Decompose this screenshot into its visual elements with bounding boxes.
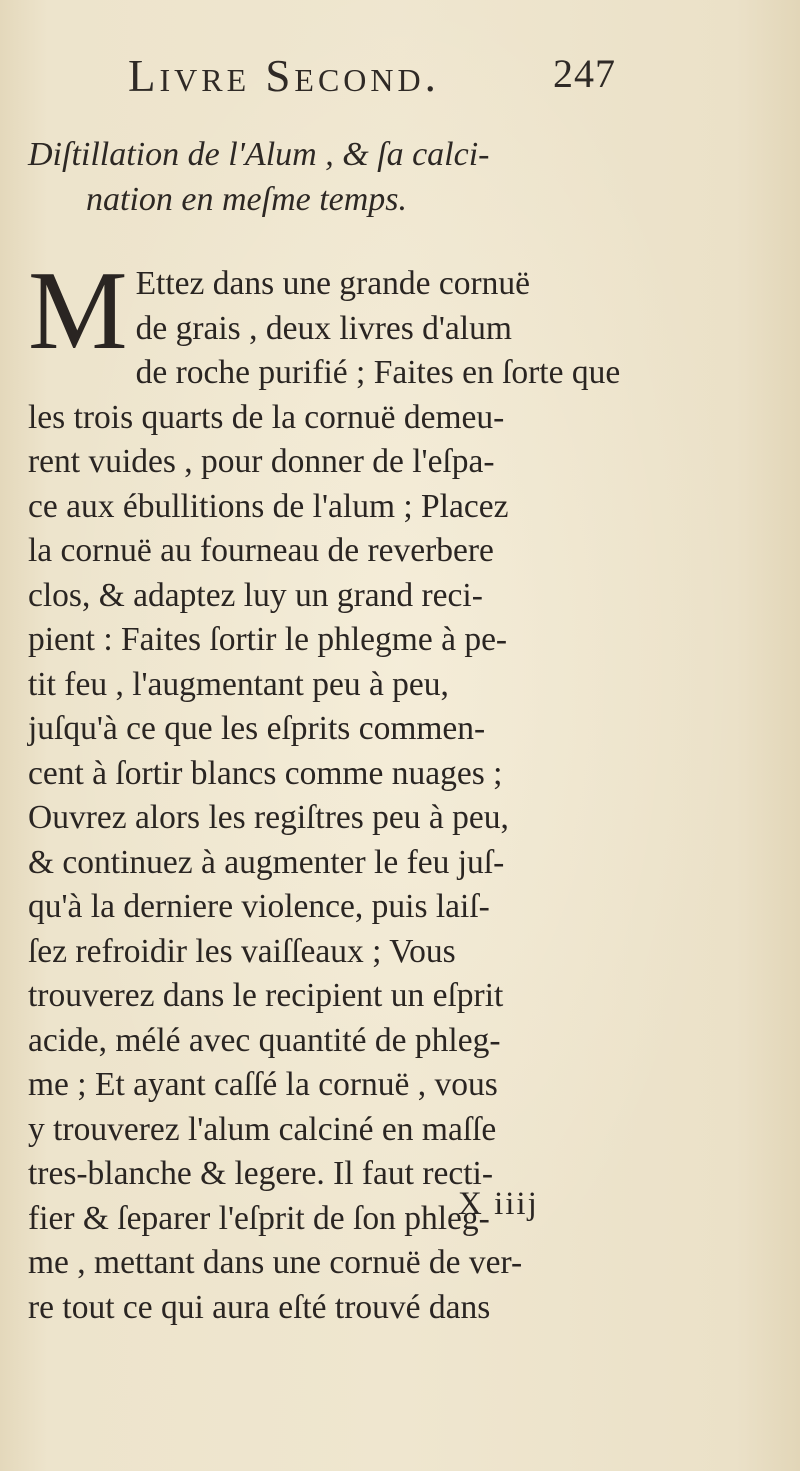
body-line: de grais , deux livres d'alum [135, 309, 512, 347]
body-line: Ouvrez alors les regiſtres peu à peu, [28, 799, 509, 836]
drop-cap: M [28, 249, 128, 373]
body-line: juſqu'à ce que les eſprits commen- [28, 710, 486, 747]
body-line: re tout ce qui aura eſté trouvé dans [28, 1288, 491, 1326]
body-line: me , mettant dans une cornuë de ver- [28, 1244, 523, 1281]
chapter-title-line-2: nation en meſme temps. [86, 181, 408, 218]
body-line: ce aux ébullitions de l'alum ; Placez [28, 487, 509, 525]
body-line: y trouverez l'alum calciné en maſſe [28, 1110, 497, 1148]
body-line: de roche purifié ; Faites en ſorte que [135, 354, 621, 391]
running-title: Livre Second. [128, 51, 440, 101]
chapter-title-line-1: Diſtillation de l'Alum , & ſa calci- [28, 136, 490, 173]
body-line: les trois quarts de la cornuë demeu- [28, 398, 505, 436]
body-line: tit feu , l'augmentant peu à peu, [28, 665, 449, 703]
body-line: ſez refroidir les vaiſſeaux ; Vous [28, 932, 456, 970]
body-line: Ettez dans une grande cornuë [135, 265, 530, 302]
body-line: rent vuides , pour donner de l'eſpa- [28, 443, 495, 480]
body-line: qu'à la derniere violence, puis laiſ- [28, 888, 490, 925]
body-line: me ; Et ayant caſſé la cornuë , vous [28, 1066, 498, 1103]
body-line: trouverez dans le recipient un eſprit [28, 977, 504, 1014]
body-line: & continuez à augmenter le feu juſ- [28, 843, 505, 881]
signature-mark: X iiij [458, 1186, 539, 1222]
body-line: acide, mélé avec quantité de phleg- [28, 1021, 501, 1059]
body-line: fier & ſeparer l'eſprit de ſon phleg- [28, 1199, 490, 1237]
chapter-title [28, 132, 708, 222]
page-number: 247 [553, 51, 616, 96]
page-header [128, 50, 668, 100]
body-line: tres-blanche & legere. Il faut recti- [28, 1155, 494, 1192]
body-line: cent à ſortir blancs comme nuages ; [28, 754, 503, 792]
body-line: la cornuë au fourneau de reverbere [28, 532, 494, 569]
body-line: pient : Faites ſortir le phlegme à pe- [28, 621, 508, 658]
body-line: clos, & adaptez luy un grand reci- [28, 576, 483, 614]
body-text [28, 249, 688, 1330]
body-paragraph [28, 351, 688, 1330]
